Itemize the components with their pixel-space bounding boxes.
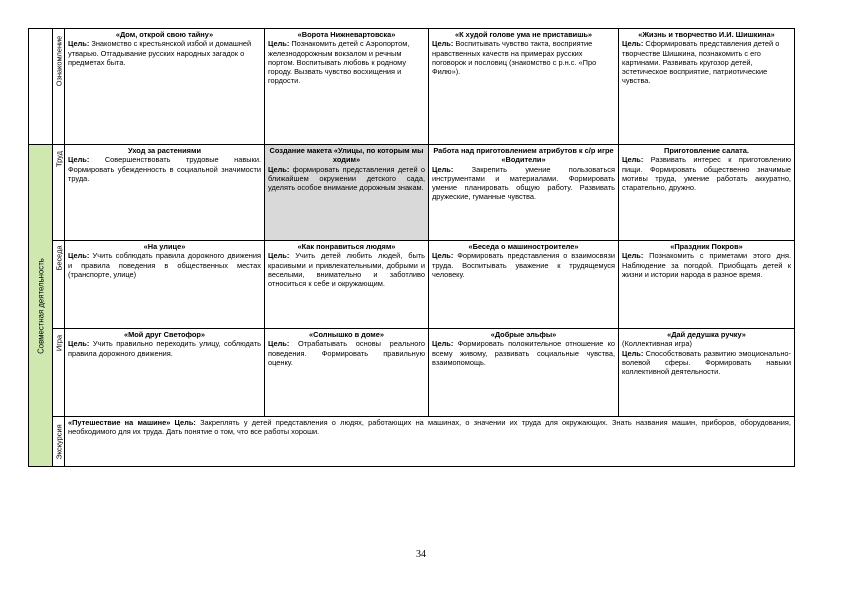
activity-title: «Путешествие на машине» bbox=[68, 418, 171, 427]
activity-title: «Дом, открой свою тайну» bbox=[115, 30, 214, 39]
goal-label: Цель: bbox=[268, 39, 290, 49]
goal-label: Цель: bbox=[622, 251, 644, 261]
activity-goal: Способствовать развитию эмоционально-волевой сферы. Формировать навыки коллективной деятельности. bbox=[622, 348, 791, 377]
activity-goal: Учить детей любить людей, быть красивыми и привлекательными, добрыми и веселыми, внимательно и заботливо относиться к себе и окружающим. bbox=[268, 251, 425, 289]
activity-cell bbox=[429, 145, 619, 241]
activity-cell bbox=[265, 145, 429, 241]
goal-label: Цель: bbox=[622, 155, 644, 165]
activity-goal: Формировать представления о взаимосвязи труда. Воспитывать уважение к трудящемуся человеку. bbox=[432, 251, 615, 279]
row-label-cell bbox=[53, 145, 65, 241]
activity-goal: Познакомить детей с Аэропортом, железнодорожным вокзалом и речным портом. Воспитывать любовь к родному городу. Вызвать чувство восхищения и гордости. bbox=[268, 39, 410, 86]
goal-label: Цель: bbox=[432, 164, 454, 174]
activity-goal: Учить правильно переходить улицу, соблюдать правила дорожного движения. bbox=[68, 339, 261, 358]
goal-label: Цель: bbox=[68, 39, 90, 49]
activity-title: «Ворота Нижневартовска» bbox=[297, 30, 396, 39]
activity-goal: Воспитывать чувство такта, восприятие нравственных качеств на примерах русских поговорок и пословиц (знакомство с р.н.с. «Про Филю»). bbox=[432, 39, 597, 77]
activity-cell-merged bbox=[65, 417, 795, 467]
activity-cell bbox=[619, 145, 795, 241]
row-label: Труд bbox=[53, 151, 63, 167]
goal-label: Цель: bbox=[68, 155, 90, 165]
activity-title: Приготовление салата. bbox=[664, 146, 749, 155]
row-label: Экскурсия bbox=[53, 423, 63, 460]
empty-cell bbox=[29, 29, 53, 145]
activity-title: «Праздник Покров» bbox=[670, 242, 743, 251]
table-row bbox=[29, 145, 795, 241]
activity-cell bbox=[619, 241, 795, 329]
activity-title: «Добрые эльфы» bbox=[490, 330, 557, 339]
activity-title: Уход за растениями bbox=[127, 146, 202, 155]
activity-goal: Отрабатывать основы реального поведения. Формировать правильную оценку. bbox=[268, 339, 425, 367]
activity-goal: Развивать интерес к приготовлению пищи. Формировать общественно значимые мотивы труда, умение работать аккуратно, старательно, дружно. bbox=[622, 155, 791, 193]
section-label-cell bbox=[29, 145, 53, 467]
activity-goal: Закреплять у детей представления о людях, работающих на машинах, о значении их труда для окружающих. Знать названия машин, приборов, оборудования, необходимого для их труда. Дать понятие о том, что все работы хороши. bbox=[68, 418, 791, 437]
row-label: Беседа bbox=[53, 245, 63, 271]
goal-label: Цель: bbox=[622, 348, 644, 358]
goal-label: Цель: bbox=[174, 418, 196, 427]
goal-label: Цель: bbox=[432, 339, 454, 349]
row-label: Игра bbox=[53, 334, 63, 352]
table-row bbox=[29, 329, 795, 417]
activity-cell bbox=[429, 241, 619, 329]
activity-title: «Беседа о машиностроителе» bbox=[468, 242, 579, 251]
activity-title: «Солнышко в доме» bbox=[309, 330, 384, 339]
goal-label: Цель: bbox=[432, 39, 454, 49]
activity-cell bbox=[65, 329, 265, 417]
activity-cell bbox=[265, 329, 429, 417]
goal-label: Цель: bbox=[268, 339, 290, 349]
activity-title: «На улице» bbox=[143, 242, 186, 251]
activity-cell bbox=[65, 145, 265, 241]
activity-cell bbox=[65, 241, 265, 329]
goal-label: Цель: bbox=[432, 251, 454, 261]
activity-cell bbox=[429, 29, 619, 145]
row-label-cell bbox=[53, 241, 65, 329]
activity-goal: Сформировать представления детей о творчестве Шишкина, познакомить с его картинами. Развивать кругозор детей, эстетическое восприятие, патриотические чувства. bbox=[622, 39, 780, 86]
table-row bbox=[29, 417, 795, 467]
activity-title: «Мой друг Светофор» bbox=[123, 330, 206, 339]
activity-goal: Совершенствовать трудовые навыки. Формировать убежденность в социальной значимости труда. bbox=[68, 155, 262, 183]
activity-title: «Жизнь и творчество И.И. Шишкина» bbox=[638, 30, 775, 39]
activity-cell bbox=[265, 241, 429, 329]
activity-title: «К худой голове ума не приставишь» bbox=[454, 30, 593, 39]
goal-label: Цель: bbox=[68, 251, 90, 261]
activity-goal: Формировать положительное отношение ко всему живому, развивать социальные чувства, взаимопомощь. bbox=[432, 339, 615, 367]
goal-label: Цель: bbox=[268, 164, 290, 174]
activity-cell bbox=[265, 29, 429, 145]
activity-plan-table bbox=[28, 28, 795, 467]
activity-goal: Познакомить с приметами этого дня. Наблюдение за погодой. Приобщать детей к жизни и истории народа в разное время. bbox=[622, 251, 791, 279]
activity-goal: Знакомство с крестьянской избой и домашней утварью. Отгадывание русских народных загадок о предметах быта. bbox=[68, 39, 252, 67]
table-row bbox=[29, 241, 795, 329]
activity-cell bbox=[429, 329, 619, 417]
section-label: Совместная деятельность bbox=[35, 257, 45, 354]
goal-label: Цель: bbox=[68, 339, 90, 349]
activity-goal: Учить соблюдать правила дорожного движения и правила поведения в общественных местах (транспорте, улице) bbox=[68, 251, 261, 279]
activity-goal: Закрепить умение пользоваться инструментами и материалами. Формировать умение планировать общую работу. Развивать дружеские, гуманные чувства. bbox=[432, 164, 615, 202]
goal-label: Цель: bbox=[622, 39, 644, 49]
page-number: 34 bbox=[416, 549, 426, 560]
row-label-cell bbox=[53, 329, 65, 417]
activity-goal: формировать представления детей о ближайшем окружении детского сада, уделять особое внимание дорожным знакам. bbox=[268, 164, 425, 193]
activity-title: Работа над приготовлением атрибутов к с/р игре «Водители» bbox=[433, 146, 614, 165]
table-row bbox=[29, 29, 795, 145]
activity-subtitle: (Коллективная игра) bbox=[622, 339, 692, 349]
row-label-cell bbox=[53, 417, 65, 467]
goal-label: Цель: bbox=[268, 251, 290, 261]
row-label: Ознакомление bbox=[53, 35, 63, 87]
activity-title: «Как понравиться людям» bbox=[297, 242, 396, 251]
activity-title: Создание макета «Улицы, по которым мы ходим» bbox=[269, 146, 424, 165]
row-label-cell bbox=[53, 29, 65, 145]
activity-cell bbox=[619, 329, 795, 417]
activity-cell bbox=[65, 29, 265, 145]
activity-cell bbox=[619, 29, 795, 145]
activity-title: «Дай дедушка ручку» bbox=[667, 330, 746, 339]
